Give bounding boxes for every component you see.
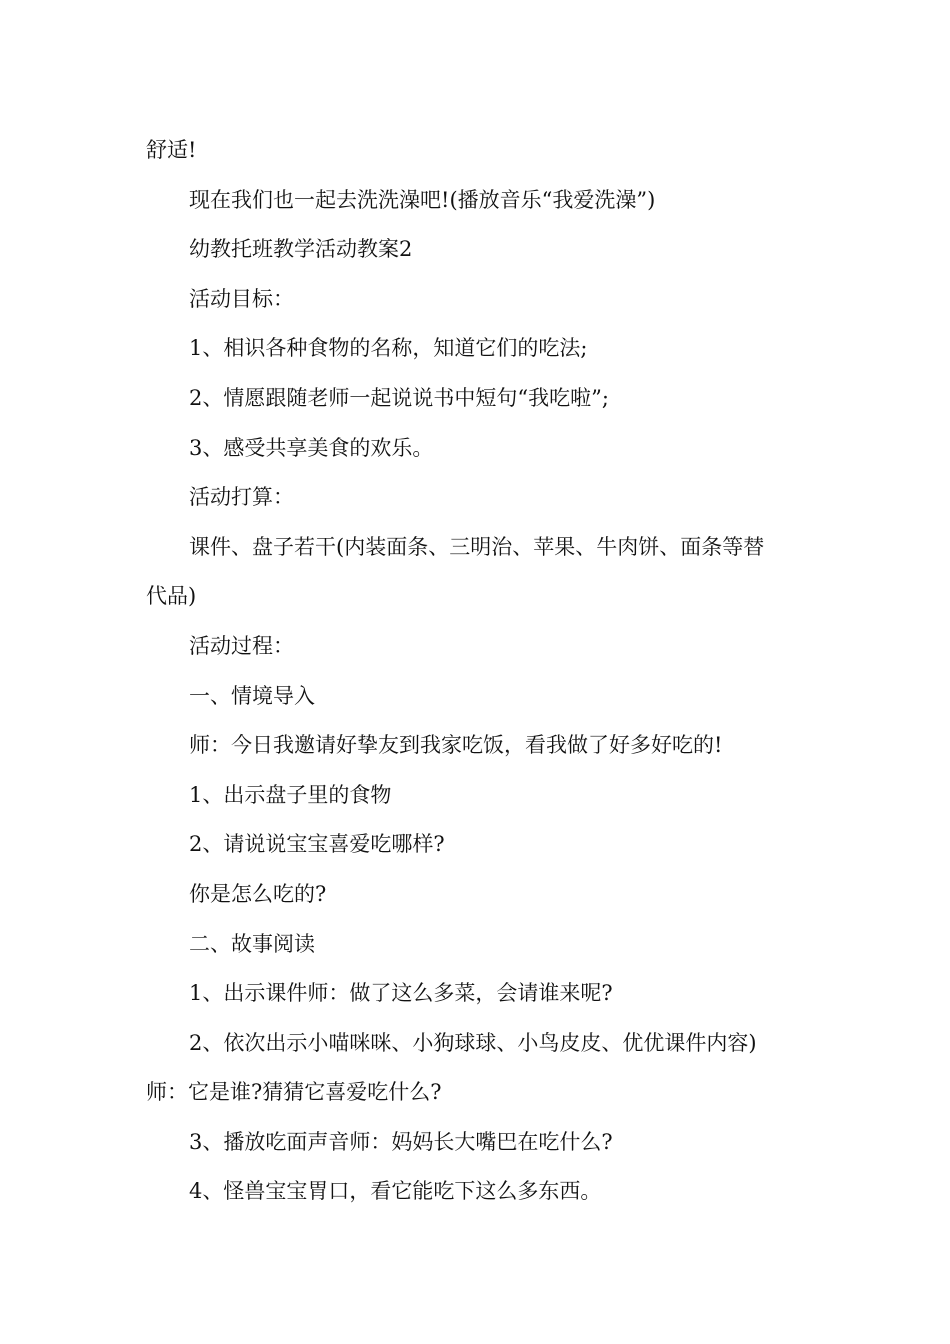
list-item: 1、出示盘子里的食物 <box>189 782 392 807</box>
text-line: 现在我们也一起去洗洗澡吧!(播放音乐“我爱洗澡”) <box>189 187 656 212</box>
text-line: 舒适! <box>146 138 197 162</box>
document-body <box>146 126 810 1217</box>
subheading-preparation: 活动打算： <box>189 485 294 510</box>
list-item: 3、播放吃面声音师：妈妈长大嘴巴在吃什么? <box>189 1129 613 1154</box>
text-line: 你是怎么吃的? <box>189 881 327 906</box>
list-item: 1、相识各种食物的名称，知道它们的吃法; <box>189 336 588 361</box>
list-item: 2、情愿跟随老师一起说说书中短句“我吃啦”; <box>189 385 609 410</box>
list-item: 4、怪兽宝宝胃口，看它能吃下这么多东西。 <box>189 1179 602 1204</box>
subheading-goals: 活动目标： <box>189 286 294 311</box>
list-item: 2、依次出示小喵咪咪、小狗球球、小鸟皮皮、优优课件内容) <box>189 1030 757 1055</box>
list-item: 2、请说说宝宝喜爱吃哪样? <box>189 832 445 857</box>
section-heading: 幼教托班教学活动教案2 <box>189 237 413 262</box>
list-item: 3、感受共享美食的欢乐。 <box>189 435 434 460</box>
step-heading: 二、故事阅读 <box>189 931 315 956</box>
text-line: 师：它是谁?猜猜它喜爱吃什么? <box>146 1080 442 1105</box>
list-item: 1、出示课件师：做了这么多菜，会请谁来呢? <box>189 981 613 1006</box>
text-line: 课件、盘子若干(内装面条、三明治、苹果、牛肉饼、面条等替 <box>189 534 765 559</box>
subheading-process: 活动过程： <box>189 633 294 658</box>
text-line: 代品) <box>146 584 197 609</box>
text-line: 师：今日我邀请好挚友到我家吃饭，看我做了好多好吃的! <box>189 733 723 758</box>
step-heading: 一、情境导入 <box>189 683 315 708</box>
